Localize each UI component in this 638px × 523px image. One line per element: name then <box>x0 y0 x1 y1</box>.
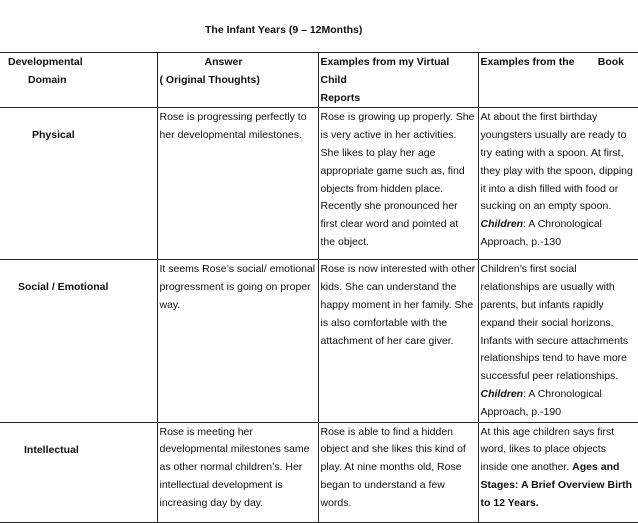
header-virtual-line2: Reports <box>320 91 361 104</box>
answer-cell: It seems Rose’s social/ emotional progressment is going on proper way. <box>157 260 318 422</box>
domain-cell: Intellectual <box>0 422 157 522</box>
book-text: Children’s first social relationships are usually with parents, but infants rapidly expand their social horizons. Infants with secure attachments relationships tend to have more successful peer relationships. <box>480 263 629 383</box>
virtual-child-cell: Rose is able to find a hidden object and she likes this kind of play. At nine months old, Rose began to understand a few words. <box>318 422 478 522</box>
header-answer-line2: ( Original Thoughts) <box>159 73 260 86</box>
table-row <box>0 422 638 522</box>
answer-cell: Rose is meeting her developmental milestones same as other normal children’s. Her intellectual development is increasing day by day. <box>157 422 318 522</box>
header-domain-line2: Domain <box>28 73 67 86</box>
table-row <box>0 108 638 260</box>
book-cell <box>478 422 638 522</box>
header-virtual-child <box>318 53 478 108</box>
book-citation: : A Chronological Approach, p.-130 <box>480 218 602 248</box>
developmental-table <box>0 52 638 523</box>
header-book <box>478 53 638 108</box>
book-title: Children <box>480 218 524 231</box>
answer-cell: Rose is progressing perfectly to her developmental milestones. <box>157 108 318 260</box>
virtual-child-cell: Rose is now interested with other kids. She can understand the happy moment in her family. She is also comfortable with the attachment of her care giver. <box>318 260 478 422</box>
header-answer-line1: Answer <box>204 56 243 68</box>
book-text: At this age children says first word, likes to place objects inside one another. <box>480 425 615 474</box>
book-cell <box>478 260 638 422</box>
header-virtual-line1: Examples from my Virtual Child <box>320 56 450 86</box>
book-title: Children <box>480 387 524 400</box>
book-citation: : A Chronological Approach, p.-190 <box>480 387 602 418</box>
header-domain <box>0 53 157 108</box>
header-domain-line1: Developmental <box>8 56 83 68</box>
header-book-part2: Book <box>597 56 624 68</box>
domain-cell: Physical <box>0 108 157 260</box>
table-row <box>0 260 638 422</box>
header-answer <box>157 53 318 108</box>
header-book-part1: Examples from the <box>480 56 575 68</box>
document-title: The Infant Years (9 – 12Months) <box>205 24 363 36</box>
book-source: Ages and Stages: A Brief Overview Birth to 12 Years. <box>480 461 633 509</box>
book-text: At about the first birthday youngsters usually are ready to try eating with a spoon. At first, they play with the spoon, dipping it into a dish filled with food or sucking on an empty spoon. <box>480 111 633 213</box>
virtual-child-cell: Rose is growing up properly. She is very active in her activities. She likes to play her age appropriate game such as, find objects from hidden place. Recently she pronounced her first clear word and pointed at the object. <box>318 108 478 260</box>
domain-cell: Social / Emotional <box>0 260 157 422</box>
table-header-row <box>0 53 638 108</box>
book-cell <box>478 108 638 260</box>
